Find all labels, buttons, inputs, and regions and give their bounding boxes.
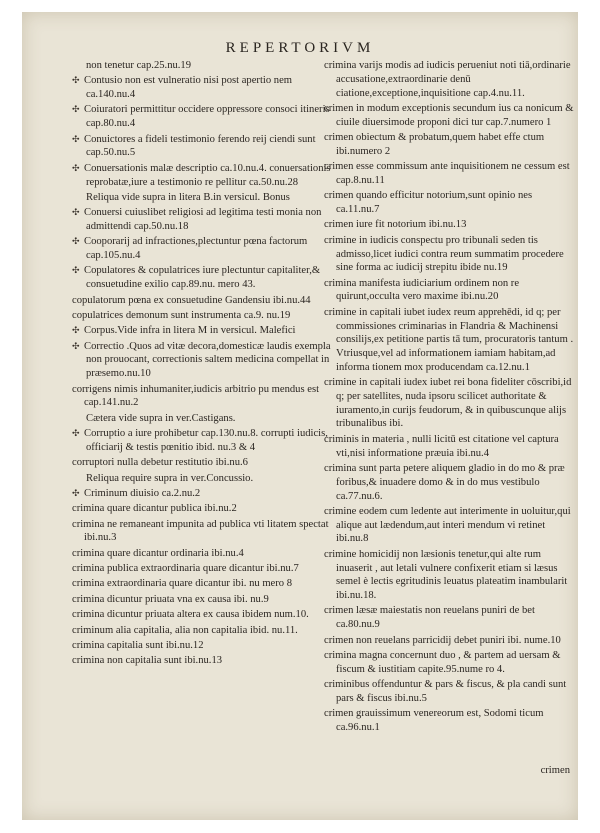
- index-entry: [72, 59, 334, 73]
- index-entry: [324, 678, 574, 706]
- entry-text: crimina quare dicantur publica ibi.nu.2: [72, 503, 237, 515]
- index-entry: [324, 160, 574, 188]
- index-entry: [72, 547, 334, 561]
- index-entry: [72, 593, 334, 607]
- entry-text: criminum alia capitalia, alia non capitalia ibid. nu.11.: [72, 624, 298, 636]
- index-entry: [72, 639, 334, 653]
- index-entry: [72, 294, 334, 308]
- entry-marker-icon: ✣: [72, 487, 80, 498]
- entry-text: crimen obiectum & probatum,quem habet effe ctum ibi.numero 2: [324, 132, 545, 157]
- index-entry: [72, 654, 334, 668]
- entry-text: crimina capitalia sunt ibi.nu.12: [72, 639, 204, 651]
- entry-text: crimina ne remaneant impunita ad publica vti litatem spectat ibi.nu.3: [72, 518, 329, 544]
- index-entry: [324, 604, 574, 632]
- entry-text: copulatrices demonum sunt instrumenta ca.9. nu.19: [72, 309, 291, 321]
- index-entry: [324, 59, 574, 100]
- entry-marker-icon: ✣: [72, 236, 80, 247]
- entry-text: crimine eodem cum ledente aut interimente in uoluitur,qui alique aut lædendum,aut interi mendum vi retinet ibi.nu.8: [324, 505, 571, 545]
- entry-marker-icon: ✣: [72, 265, 80, 276]
- entry-text: Corpus.Vide infra in litera M in versicul. Malefici: [84, 325, 296, 337]
- right-column: [324, 59, 574, 736]
- entry-text: Conuictores a fideli testimonio ferendo reij ciendi sunt cap.50.nu.5: [84, 133, 316, 159]
- index-entry: [72, 74, 334, 102]
- entry-text: crimen in modum exceptionis secundum ius ca nonicum & ciuile diuersimode proponi dici tur cap.7.numero 1: [324, 102, 574, 128]
- entry-text: Conuersi cuiuslibet religiosi ad legitima testi monia non admittendi cap.50.nu.18: [84, 207, 322, 232]
- index-entry: [324, 707, 574, 735]
- entry-text: criminibus offenduntur & pars & fiscus, & pla candi sunt pars & fiscus ibi.nu.5: [324, 679, 567, 704]
- book-page: [22, 12, 578, 820]
- entry-text: corrigens nimis inhumaniter,iudicis arbitrio pu mendus est cap.141.nu.2: [72, 383, 320, 409]
- entry-text: Cætera vide supra in ver.Castigans.: [86, 412, 236, 424]
- entry-text: Conuersationis malæ descriptio ca.10.nu.4. conuersationis reprobatæ,iure a testimonio re pellitur ca.50.nu.28: [84, 162, 331, 188]
- entry-text: Contusio non est vulneratio nisi post apertio nem ca.140.nu.4: [84, 75, 293, 101]
- index-entry: [324, 306, 574, 375]
- index-entry: [72, 309, 334, 323]
- index-entry: [72, 206, 334, 234]
- entry-text: copulatorum pœna ex consuetudine Gandensiu ibi.nu.44: [72, 294, 311, 306]
- index-entry: [324, 649, 574, 677]
- entry-marker-icon: ✣: [72, 162, 80, 173]
- index-entry: [324, 462, 574, 503]
- index-entry: [324, 277, 574, 305]
- entry-text: Correctio .Quos ad vitæ decora,domesticæ laudis exempla non prouocant, correctionis saltem medicina compellat in præsemo.nu.10: [84, 340, 331, 380]
- entry-marker-icon: ✣: [72, 104, 80, 115]
- entry-text: crimina dicuntur priuata altera ex causa ibidem num.10.: [72, 609, 309, 621]
- entry-text: crimen non reuelans parricidij debet puniri ibi. nume.10: [324, 634, 561, 646]
- entry-marker-icon: ✣: [72, 340, 80, 351]
- index-entry: [72, 103, 334, 131]
- entry-marker-icon: ✣: [72, 75, 80, 86]
- entry-text: crimina dicuntur priuata vna ex causa ibi. nu.9: [72, 593, 269, 605]
- entry-text: Corruptio a iure prohibetur cap.130.nu.8. corrupti iudicis, officiarij & testis pœnitio ibid. nu.3 & 4: [84, 428, 328, 453]
- page-header: REPERTORIVM: [225, 40, 375, 56]
- index-entry: [324, 548, 574, 603]
- index-entry: [72, 412, 334, 426]
- entry-text: crimina sunt parta petere aliquem gladio in do mo & præ foribus,& inuadere domo & in do mus vestibulo ca.77.nu.6.: [324, 462, 565, 502]
- entry-marker-icon: ✣: [72, 207, 80, 218]
- entry-text: Reliqua require supra in ver.Concussio.: [86, 472, 254, 484]
- entry-text: crimina magna concernunt duo , & partem ad uersam & fiscum & iustitiam capite.95.nume ro 4.: [324, 649, 561, 675]
- entry-text: criminis in materia , nulli licitū est citatione vel captura vti,nisi informatione præuia ibi.nu.4: [324, 433, 559, 459]
- index-entry: [324, 634, 574, 648]
- index-entry: [72, 624, 334, 638]
- entry-text: crimina varijs modis ad iudicis perueniut noti tiā,ordinarie accusatione,extraordinarie denū ciatione,exceptione,inquisitione cap.4.nu.11.: [324, 60, 571, 99]
- index-entry: [72, 608, 334, 622]
- entry-text: crimen læsæ maiestatis non reuelans puniri de bet ca.80.nu.9: [324, 605, 535, 631]
- entry-text: Reliqua vide supra in litera B.in versicul. Bonus: [86, 191, 290, 203]
- entry-text: corruptori nulla debetur restitutio ibi.nu.6: [72, 457, 248, 469]
- entry-text: crimen esse commissum ante inquisitionem ne cessum est cap.8.nu.11: [324, 161, 570, 186]
- entry-text: Cooporarij ad infractiones,plectuntur pœna factorum cap.105.nu.4: [84, 236, 308, 262]
- entry-marker-icon: ✣: [72, 325, 80, 336]
- index-entry: [72, 162, 334, 190]
- entry-marker-icon: ✣: [72, 133, 80, 144]
- entry-text: non tenetur cap.25.nu.19: [86, 60, 192, 71]
- entry-text: crimina extraordinaria quare dicantur ibi. nu mero 8: [72, 578, 293, 590]
- entry-text: crimine in capitali iubet iudex reum apprehēdi, id q; per commissiones criminarias in Flandria & Machinensi consilijs,ex petitione partis tā tum, procuratoris tantum . Vtriusque,vel ad informationem iamiam habitam,ad informa tionem mox producendam ca.12.nu.1: [324, 306, 574, 373]
- entry-marker-icon: ✣: [72, 428, 80, 439]
- entry-text: Copulatores & copulatrices iure plectuntur capitaliter,& consuetudine exilio cap.89.nu. mero 43.: [84, 265, 321, 291]
- index-entry: [324, 131, 574, 159]
- index-entry: [72, 502, 334, 516]
- index-entry: [72, 235, 334, 263]
- index-entry: [72, 472, 334, 486]
- index-entry: [72, 191, 334, 205]
- index-entry: [72, 562, 334, 576]
- entry-text: crimina non capitalia sunt ibi.nu.13: [72, 655, 223, 667]
- index-entry: [324, 218, 574, 232]
- entry-text: crimina publica extraordinaria quare dicantur ibi.nu.7: [72, 563, 299, 575]
- index-entry: [324, 505, 574, 546]
- entry-text: crimen grauissimum venereorum est, Sodomi ticum ca.96.nu.1: [324, 708, 544, 733]
- index-entry: [72, 577, 334, 591]
- index-entry: [72, 133, 334, 161]
- entry-text: crimine in iudicis conspectu pro tribunali seden tis admisso,licet iudici contra reum summatim procedere sine forma ac iudicij strepitu ibide nu.19: [324, 234, 564, 274]
- index-entry: [72, 456, 334, 470]
- index-entry: [72, 427, 334, 455]
- index-entry: [72, 324, 334, 338]
- index-entry: [72, 264, 334, 292]
- entry-text: Coiuratori permittitur occidere oppressore consoci itineris cap.80.nu.4: [84, 104, 330, 130]
- catchword: crimen: [540, 765, 570, 776]
- entry-text: crimine in capitali iudex iubet rei bona fideliter cōscribi,id q; per satellites, nuda ipsoru scilicet authoritate & iuramento,in curijs feudorum, & in quibuscunque alijs tribunalibus ibi.: [324, 377, 572, 430]
- index-entry: [72, 383, 334, 411]
- index-entry: [324, 189, 574, 217]
- entry-text: crimina quare dicantur ordinaria ibi.nu.4: [72, 547, 244, 559]
- index-entry: [324, 376, 574, 431]
- index-entry: [72, 487, 334, 501]
- index-entry: [324, 433, 574, 461]
- index-entry: [324, 102, 574, 130]
- entry-text: crimen iure fit notorium ibi.nu.13: [324, 219, 467, 231]
- index-entry: [72, 340, 334, 381]
- left-column: [72, 59, 334, 670]
- index-entry: [324, 234, 574, 275]
- entry-text: crimine homicidij non læsionis tenetur,qui alte rum inuaserit , aut letali vulnere confixerit etiam si læsus semel è lectis egritudinis leuatus plateatim inambularit ibi.nu.18.: [324, 548, 568, 602]
- entry-text: Criminum diuisio ca.2.nu.2: [84, 487, 201, 499]
- index-entry: [72, 518, 334, 546]
- entry-text: crimen quando efficitur notorium,sunt opinio nes ca.11.nu.7: [324, 190, 533, 216]
- entry-text: crimina manifesta iudiciarium ordinem non re quirunt,occulta vero maxime ibi.nu.20: [324, 277, 520, 303]
